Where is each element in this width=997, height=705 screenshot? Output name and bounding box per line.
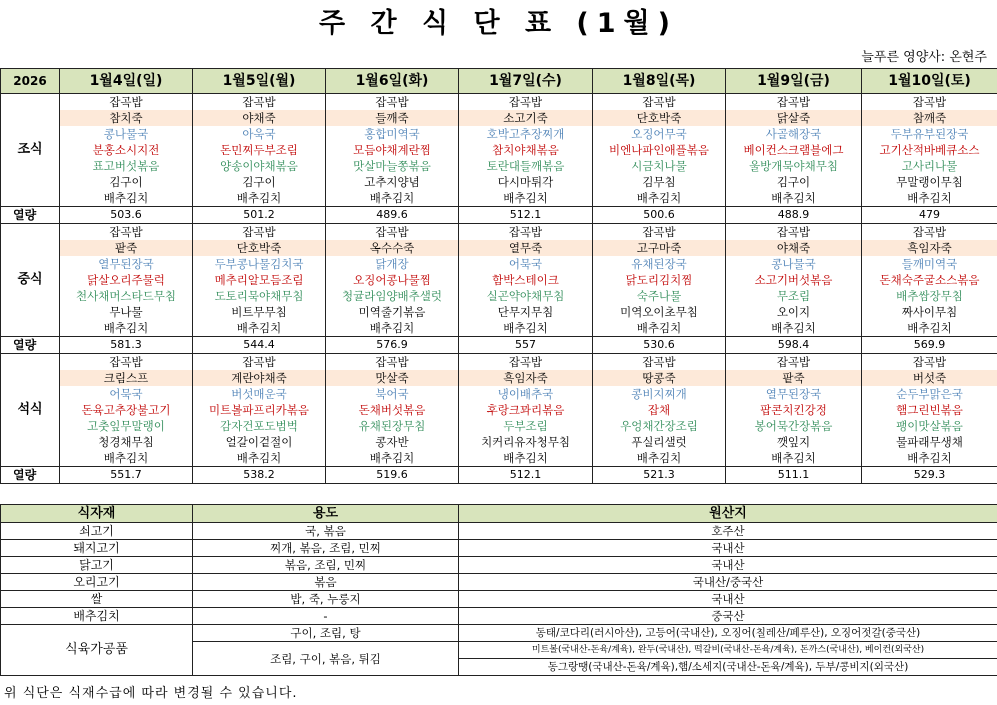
dinner-menu-item: 잡곡밥 [60, 354, 193, 371]
lunch-menu-item: 배추김치 [60, 320, 193, 337]
dinner-menu-item: 팽이맛살볶음 [862, 418, 997, 434]
breakfast-menu-item: 두부유부된장국 [862, 126, 997, 142]
origin-use: 볶음 [193, 574, 459, 591]
breakfast-menu-item: 배추김치 [193, 190, 326, 207]
dinner-menu-item: 치커리유자청무침 [459, 434, 593, 450]
breakfast-menu-item: 시금치나물 [593, 158, 726, 174]
lunch-menu-item: 유채된장국 [593, 256, 726, 272]
lunch-menu-item: 배추김치 [459, 320, 593, 337]
dinner-menu-row [1, 402, 997, 418]
lunch-menu-item: 메추리알모듬조림 [193, 272, 326, 288]
dinner-menu-item: 청경채무침 [60, 434, 193, 450]
origin-country-processed-2: 미트볼(국내산-돈육/계육), 완두(국내산), 떡갈비(국내산-돈육/계육), 돈까스(국내산), 베이컨(외국산) [459, 642, 997, 659]
origin-row [1, 523, 997, 540]
breakfast-menu-item: 돈민찌두부조림 [193, 142, 326, 158]
breakfast-menu-item: 소고기죽 [459, 110, 593, 126]
breakfast-menu-item: 배추김치 [326, 190, 459, 207]
breakfast-menu-item: 오징어무국 [593, 126, 726, 142]
lunch-menu-item: 배추김치 [593, 320, 726, 337]
breakfast-menu-item: 잡곡밥 [326, 94, 459, 111]
lunch-menu-item: 단호박죽 [193, 240, 326, 256]
lunch-menu-item: 고구마죽 [593, 240, 726, 256]
origin-country: 국내산 [459, 557, 997, 574]
lunch-kcal-value: 544.4 [193, 337, 326, 354]
lunch-menu-item: 배추쌈장무침 [862, 288, 997, 304]
breakfast-menu-item: 김구이 [193, 174, 326, 190]
breakfast-menu-item: 잡곡밥 [726, 94, 862, 111]
lunch-kcal-row [1, 337, 997, 354]
dinner-menu-item: 미트볼파프리카볶음 [193, 402, 326, 418]
dinner-menu-item: 배추김치 [60, 450, 193, 467]
breakfast-menu-item: 맛살마늘쫑볶음 [326, 158, 459, 174]
origin-use: 밥, 죽, 누룽지 [193, 591, 459, 608]
dinner-menu-item: 북어국 [326, 386, 459, 402]
breakfast-kcal-label: 열량 [1, 207, 60, 224]
origin-ingredient: 오리고기 [1, 574, 193, 591]
breakfast-menu-item: 닭살죽 [726, 110, 862, 126]
dinner-menu-item: 버섯매운국 [193, 386, 326, 402]
lunch-menu-item: 실곤약야채무침 [459, 288, 593, 304]
origin-use: 볶음, 조림, 민찌 [193, 557, 459, 574]
dinner-menu-row [1, 450, 997, 467]
breakfast-kcal-value: 500.6 [593, 207, 726, 224]
day-header: 1월4일(일) [60, 69, 193, 94]
dinner-menu-item: 배추김치 [726, 450, 862, 467]
breakfast-kcal-value: 489.6 [326, 207, 459, 224]
breakfast-menu-item: 울방개묵야채무침 [726, 158, 862, 174]
dinner-menu-item: 얼갈이겉절이 [193, 434, 326, 450]
dinner-menu-item: 냉이배추국 [459, 386, 593, 402]
origin-ingredient: 돼지고기 [1, 540, 193, 557]
lunch-menu-item: 오징어콩나물찜 [326, 272, 459, 288]
origin-row [1, 557, 997, 574]
dinner-label: 석식 [1, 354, 60, 467]
dinner-menu-row [1, 370, 997, 386]
dinner-menu-item: 크림스프 [60, 370, 193, 386]
lunch-menu-item: 배추김치 [193, 320, 326, 337]
lunch-menu-item: 잡곡밥 [459, 224, 593, 241]
dinner-menu-item: 버섯죽 [862, 370, 997, 386]
breakfast-menu-item: 분홍소시지전 [60, 142, 193, 158]
breakfast-menu-item: 베이컨스크램블에그 [726, 142, 862, 158]
dinner-menu-row [1, 434, 997, 450]
dinner-menu-item: 배추김치 [326, 450, 459, 467]
breakfast-kcal-value: 503.6 [60, 207, 193, 224]
lunch-menu-row [1, 320, 997, 337]
dinner-menu-item: 깻잎지 [726, 434, 862, 450]
dinner-menu-item: 돈육고추장불고기 [60, 402, 193, 418]
dinner-kcal-value: 511.1 [726, 467, 862, 484]
dinner-kcal-label: 열량 [1, 467, 60, 484]
dinner-menu-item: 잡곡밥 [862, 354, 997, 371]
dinner-menu-item: 물파래무생채 [862, 434, 997, 450]
breakfast-menu-item: 아욱국 [193, 126, 326, 142]
breakfast-menu-row [1, 110, 997, 126]
breakfast-menu-item: 참치야채볶음 [459, 142, 593, 158]
dinner-menu-item: 햄그린빈볶음 [862, 402, 997, 418]
origin-ingredient: 닭고기 [1, 557, 193, 574]
day-header-row [1, 69, 997, 94]
dinner-menu-item: 봉어묵간장볶음 [726, 418, 862, 434]
lunch-menu-item: 팥죽 [60, 240, 193, 256]
lunch-menu-item: 배추김치 [862, 320, 997, 337]
breakfast-menu-item: 양송이야채볶음 [193, 158, 326, 174]
origin-ingredient-processed: 식육가공품 [1, 625, 193, 676]
dinner-menu-item: 배추김치 [193, 450, 326, 467]
dinner-menu-item: 감자건포도범벅 [193, 418, 326, 434]
lunch-menu-row [1, 304, 997, 320]
dinner-menu-item: 배추김치 [593, 450, 726, 467]
breakfast-label: 조식 [1, 94, 60, 207]
lunch-menu-item: 어묵국 [459, 256, 593, 272]
lunch-menu-row [1, 256, 997, 272]
lunch-kcal-value: 598.4 [726, 337, 862, 354]
lunch-menu-item: 도토리묵야채무침 [193, 288, 326, 304]
dinner-menu-item: 열무된장국 [726, 386, 862, 402]
breakfast-menu-item: 사골해장국 [726, 126, 862, 142]
year-cell: 2026 [1, 69, 60, 94]
origin-country: 국내산 [459, 591, 997, 608]
lunch-kcal-value: 581.3 [60, 337, 193, 354]
dinner-menu-item: 콩자반 [326, 434, 459, 450]
origin-ingredient: 쌀 [1, 591, 193, 608]
lunch-menu-item: 배추김치 [326, 320, 459, 337]
breakfast-menu-item: 참치죽 [60, 110, 193, 126]
breakfast-menu-item: 배추김치 [726, 190, 862, 207]
breakfast-menu-row [1, 94, 997, 111]
origin-header-ingredient: 식자재 [1, 505, 193, 523]
origin-header-row [1, 505, 997, 523]
breakfast-menu-item: 김구이 [60, 174, 193, 190]
breakfast-kcal-value: 501.2 [193, 207, 326, 224]
lunch-menu-row [1, 288, 997, 304]
lunch-menu-item: 야채죽 [726, 240, 862, 256]
day-header: 1월9일(금) [726, 69, 862, 94]
breakfast-menu-item: 비엔나파인애플볶음 [593, 142, 726, 158]
lunch-kcal-value: 569.9 [862, 337, 997, 354]
breakfast-menu-item: 콩나물국 [60, 126, 193, 142]
page-title: 주 간 식 단 표 (1월) [319, 8, 678, 39]
lunch-menu-item: 닭도리김치찜 [593, 272, 726, 288]
breakfast-menu-item: 배추김치 [459, 190, 593, 207]
breakfast-menu-item: 고사리나물 [862, 158, 997, 174]
dinner-kcal-value: 529.3 [862, 467, 997, 484]
breakfast-menu-item: 모듬야채계란찜 [326, 142, 459, 158]
dinner-menu-item: 후랑크꽈리볶음 [459, 402, 593, 418]
dinner-menu-item: 잡곡밥 [726, 354, 862, 371]
lunch-label: 중식 [1, 224, 60, 337]
dinner-menu-item: 계란야채죽 [193, 370, 326, 386]
dinner-menu-item: 배추김치 [862, 450, 997, 467]
lunch-menu-item: 소고기버섯볶음 [726, 272, 862, 288]
origin-country-processed-3: 동그랑땡(국내산-돈육/계육),햄/소세지(국내산-돈육/계육), 두부/콩비지(외국산) [459, 659, 997, 676]
dinner-menu-item: 유채된장무침 [326, 418, 459, 434]
origin-ingredient: 쇠고기 [1, 523, 193, 540]
dinner-menu-item: 순두부맑은국 [862, 386, 997, 402]
lunch-menu-item: 잡곡밥 [726, 224, 862, 241]
dinner-menu-item: 푸실리샐럿 [593, 434, 726, 450]
lunch-kcal-value: 530.6 [593, 337, 726, 354]
lunch-menu-item: 잡곡밥 [193, 224, 326, 241]
dinner-kcal-value: 519.6 [326, 467, 459, 484]
breakfast-menu-item: 토란대들깨볶음 [459, 158, 593, 174]
day-header: 1월10일(토) [862, 69, 997, 94]
lunch-menu-item: 흑임자죽 [862, 240, 997, 256]
origin-use-processed-1: 구이, 조림, 탕 [193, 625, 459, 642]
day-header: 1월8일(목) [593, 69, 726, 94]
lunch-menu-item: 청귤라임양배추샐럿 [326, 288, 459, 304]
dinner-menu-item: 배추김치 [459, 450, 593, 467]
dinner-menu-item: 팝콘치킨강정 [726, 402, 862, 418]
dinner-menu-item: 돈채버섯볶음 [326, 402, 459, 418]
breakfast-menu-item: 잡곡밥 [60, 94, 193, 111]
origin-row [1, 591, 997, 608]
breakfast-menu-row [1, 126, 997, 142]
breakfast-menu-item: 무말랭이무침 [862, 174, 997, 190]
lunch-kcal-label: 열량 [1, 337, 60, 354]
lunch-menu-item: 잡곡밥 [593, 224, 726, 241]
lunch-menu-item: 닭살오리주물럭 [60, 272, 193, 288]
menu-change-note: 위 식단은 식재수급에 따라 변경될 수 있습니다. [4, 686, 298, 701]
dinner-menu-item: 잡곡밥 [593, 354, 726, 371]
lunch-menu-item: 천사채머스타드무침 [60, 288, 193, 304]
lunch-kcal-value: 557 [459, 337, 593, 354]
breakfast-kcal-row [1, 207, 997, 224]
origin-use: 국, 볶음 [193, 523, 459, 540]
dinner-menu-item: 잡곡밥 [459, 354, 593, 371]
dietitian-name: 늘푸른 영양사: 온현주 [861, 50, 987, 65]
origin-ingredient: 배추김치 [1, 608, 193, 625]
breakfast-menu-item: 잡곡밥 [459, 94, 593, 111]
origin-row-processed [1, 625, 997, 642]
dinner-menu-item: 콩비지찌개 [593, 386, 726, 402]
breakfast-menu-item: 고기산적바베큐소스 [862, 142, 997, 158]
day-header: 1월7일(수) [459, 69, 593, 94]
breakfast-menu-item: 들깨죽 [326, 110, 459, 126]
dinner-menu-item: 팥죽 [726, 370, 862, 386]
lunch-menu-item: 무나물 [60, 304, 193, 320]
lunch-menu-item: 열무된장국 [60, 256, 193, 272]
lunch-menu-item: 무조림 [726, 288, 862, 304]
lunch-menu-item: 미역오이초무침 [593, 304, 726, 320]
origin-use: - [193, 608, 459, 625]
dinner-menu-item: 우엉채간장조림 [593, 418, 726, 434]
dinner-menu-item: 어묵국 [60, 386, 193, 402]
origin-use: 찌개, 볶음, 조림, 민찌 [193, 540, 459, 557]
lunch-menu-item: 옥수수죽 [326, 240, 459, 256]
lunch-menu-item: 짜사이무침 [862, 304, 997, 320]
day-header: 1월6일(화) [326, 69, 459, 94]
lunch-menu-row [1, 240, 997, 256]
lunch-menu-row [1, 272, 997, 288]
breakfast-menu-item: 김구이 [726, 174, 862, 190]
breakfast-menu-item: 호박고추장찌개 [459, 126, 593, 142]
breakfast-menu-item: 잡곡밥 [593, 94, 726, 111]
lunch-menu-item: 열무죽 [459, 240, 593, 256]
day-header: 1월5일(월) [193, 69, 326, 94]
breakfast-menu-row [1, 142, 997, 158]
lunch-menu-item: 오이지 [726, 304, 862, 320]
lunch-menu-item: 두부콩나물김치국 [193, 256, 326, 272]
dinner-kcal-value: 551.7 [60, 467, 193, 484]
lunch-menu-item: 미역줄기볶음 [326, 304, 459, 320]
breakfast-menu-row [1, 190, 997, 207]
breakfast-menu-row [1, 174, 997, 190]
origin-header-use: 용도 [193, 505, 459, 523]
dinner-menu-item: 잡곡밥 [326, 354, 459, 371]
dinner-menu-row [1, 386, 997, 402]
breakfast-menu-item: 표고버섯볶음 [60, 158, 193, 174]
breakfast-menu-item: 고추지양념 [326, 174, 459, 190]
lunch-menu-item: 단무지무침 [459, 304, 593, 320]
breakfast-kcal-value: 512.1 [459, 207, 593, 224]
dinner-menu-item: 땅콩죽 [593, 370, 726, 386]
breakfast-menu-item: 김무침 [593, 174, 726, 190]
dinner-menu-item: 두부조림 [459, 418, 593, 434]
origin-row [1, 608, 997, 625]
lunch-menu-item: 숙주나물 [593, 288, 726, 304]
breakfast-menu-item: 다시마튀각 [459, 174, 593, 190]
dinner-menu-row [1, 354, 997, 371]
breakfast-menu-item: 야채죽 [193, 110, 326, 126]
origin-country: 중국산 [459, 608, 997, 625]
lunch-menu-row [1, 224, 997, 241]
breakfast-menu-item: 잡곡밥 [862, 94, 997, 111]
breakfast-menu-item: 잡곡밥 [193, 94, 326, 111]
breakfast-menu-item: 배추김치 [862, 190, 997, 207]
origin-country: 호주산 [459, 523, 997, 540]
lunch-menu-item: 들깨미역국 [862, 256, 997, 272]
dinner-kcal-row [1, 467, 997, 484]
lunch-menu-item: 돈채숙주굴소스볶음 [862, 272, 997, 288]
origin-header-origin: 원산지 [459, 505, 997, 523]
breakfast-menu-item: 배추김치 [593, 190, 726, 207]
dinner-menu-item: 잡곡밥 [193, 354, 326, 371]
lunch-menu-item: 잡곡밥 [60, 224, 193, 241]
breakfast-menu-item: 홍합미역국 [326, 126, 459, 142]
dinner-menu-item: 잡채 [593, 402, 726, 418]
lunch-menu-item: 콩나물국 [726, 256, 862, 272]
origin-use-processed-2: 조림, 구이, 볶음, 튀김 [193, 642, 459, 676]
lunch-kcal-value: 576.9 [326, 337, 459, 354]
breakfast-menu-item: 단호박죽 [593, 110, 726, 126]
dinner-menu-item: 흑임자죽 [459, 370, 593, 386]
lunch-menu-item: 비트무무침 [193, 304, 326, 320]
dinner-kcal-value: 521.3 [593, 467, 726, 484]
dinner-kcal-value: 512.1 [459, 467, 593, 484]
origin-table [0, 504, 997, 676]
lunch-menu-item: 함박스테이크 [459, 272, 593, 288]
breakfast-kcal-value: 488.9 [726, 207, 862, 224]
dinner-menu-item: 맛살죽 [326, 370, 459, 386]
origin-country: 국내산 [459, 540, 997, 557]
breakfast-menu-item: 배추김치 [60, 190, 193, 207]
weekly-menu-table [0, 68, 997, 484]
breakfast-menu-item: 참깨죽 [862, 110, 997, 126]
origin-country-processed-1: 동태/코다리(러시아산), 고등어(국내산), 오징어(칠레산/페루산), 오징어젓갈(중국산) [459, 625, 997, 642]
origin-row [1, 540, 997, 557]
lunch-menu-item: 닭개장 [326, 256, 459, 272]
breakfast-kcal-value: 479 [862, 207, 997, 224]
lunch-menu-item: 잡곡밥 [326, 224, 459, 241]
dinner-kcal-value: 538.2 [193, 467, 326, 484]
dinner-menu-row [1, 418, 997, 434]
lunch-menu-item: 배추김치 [726, 320, 862, 337]
lunch-menu-item: 잡곡밥 [862, 224, 997, 241]
breakfast-menu-row [1, 158, 997, 174]
origin-country: 국내산/중국산 [459, 574, 997, 591]
dinner-menu-item: 고춧잎무말랭이 [60, 418, 193, 434]
origin-row [1, 574, 997, 591]
